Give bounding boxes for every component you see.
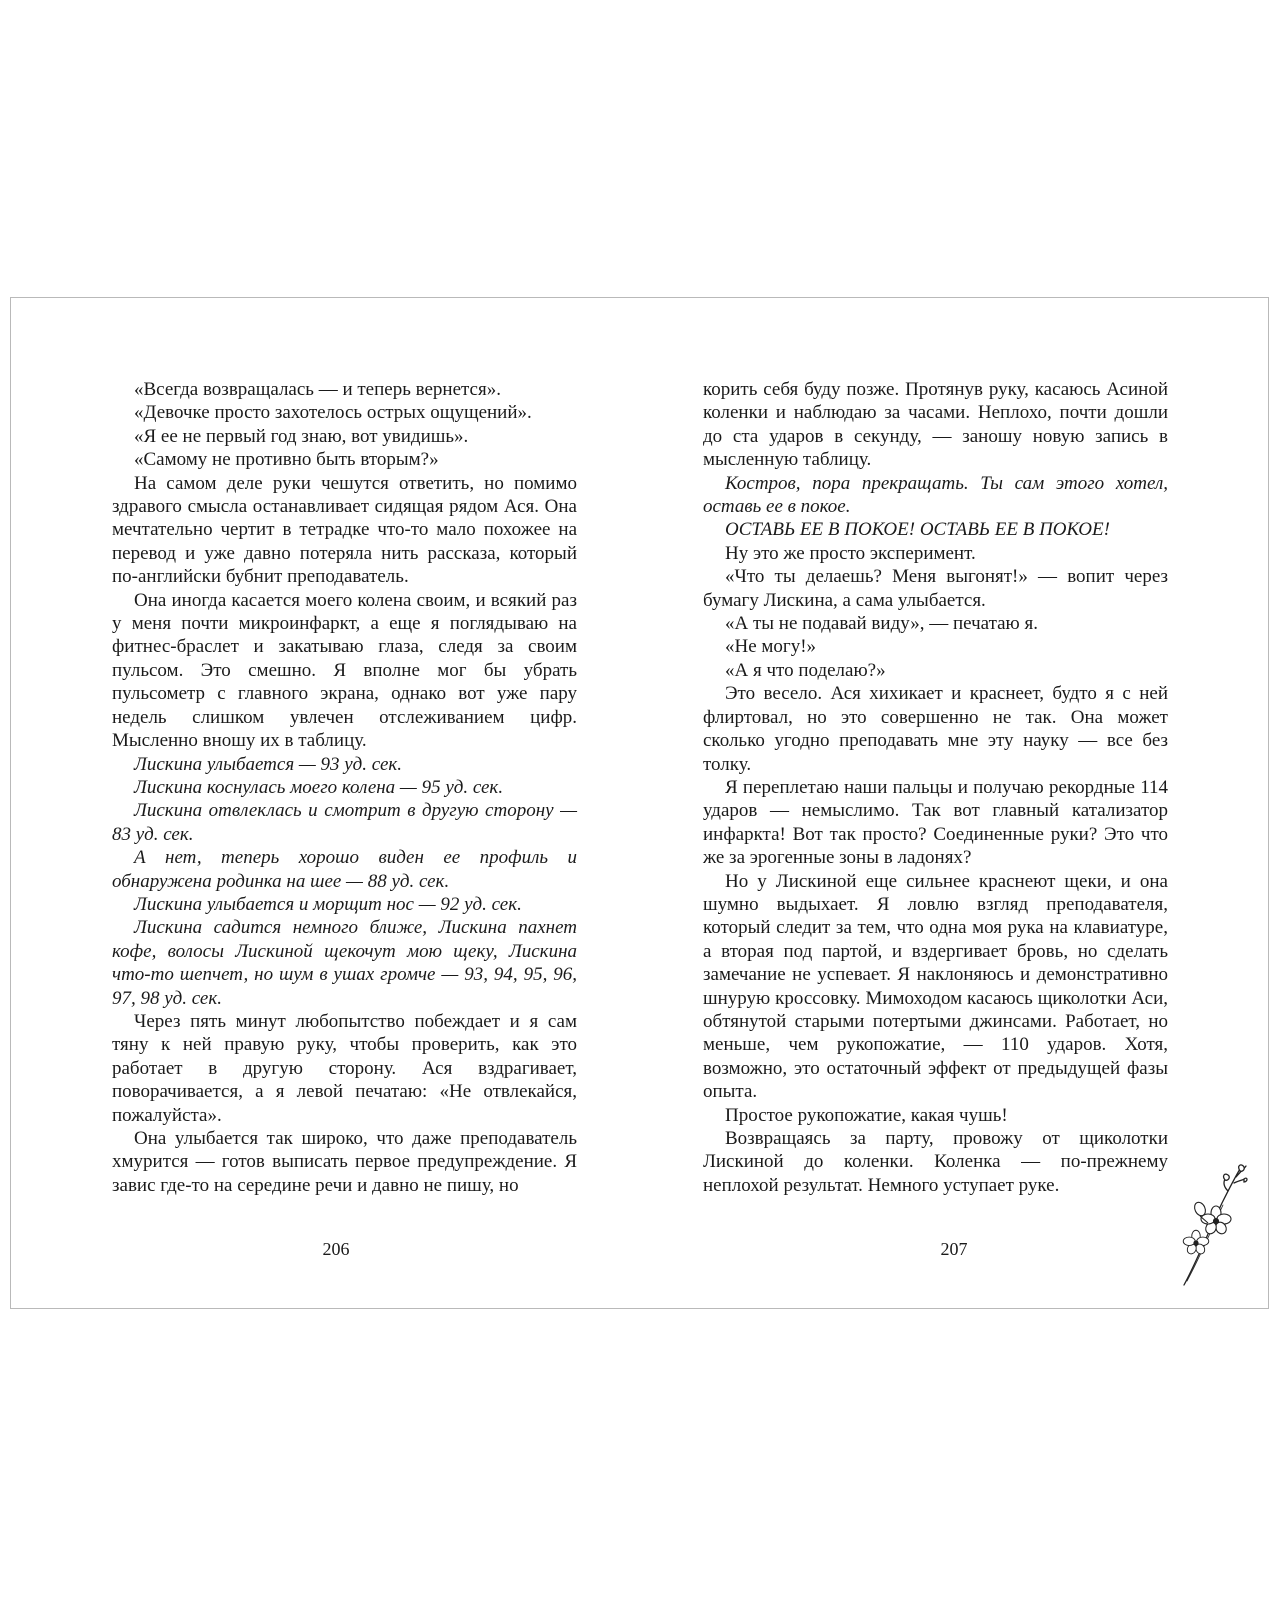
paragraph: «Я ее не первый год знаю, вот увидишь». [134,425,469,447]
paragraph: «Самому не противно быть вторым?» [134,449,439,471]
paragraph: «А я что поделаю?» [725,659,886,681]
paragraph: Она улыбается так широко, что даже преподаватель хмурится — готов выписать первое предупреждение. Я завис где-то на середине речи и давно не пишу, но [112,1128,577,1196]
paragraph: Через пять минут любопытство побеждает и я сам тяну к ней правую руку, чтобы проверить, как это работает в другую сторону. Ася вздрагивает, поворачивается, а я левой печатаю: «Не отвлекайся, пожалуйста». [112,1010,577,1126]
italic-paragraph: Лискина садится немного ближе, Лискина пахнет кофе, волосы Лискиной щекочут мою щеку, Лискина что-то шепчет, но шум в ушах громче — 93, 94, 95, 96, 97, 98 уд. сек. [112,917,577,1009]
paragraph: Она иногда касается моего колена своим, и всякий раз у меня почти микроинфаркт, а еще я поглядываю на фитнес-браслет и закатываю глаза, следя за своим пульсом. Это смешно. Я вполне мог бы убрать пульсометр с главного экрана, однако вот уже пару недель слишком увлечен отслеживанием цифр. Мысленно вношу их в таблицу. [112,589,577,752]
paragraph: «Всегда возвращалась — и теперь вернется». [134,379,501,400]
page-number-right: 207 [940,1239,968,1259]
italic-paragraph: Лискина отвлеклась и смотрит в другую сторону — 83 уд. сек. [112,800,577,845]
paragraph: Я переплетаю наши пальцы и получаю рекордные 114 ударов — немыслимо. Так вот главный катализатор инфаркта! Вот так просто? Соединенные руки? Это что же за эрогенные зоны в ладонях? [703,776,1168,869]
paragraph: «Не могу!» [725,636,817,658]
paragraph: Это весело. Ася хихикает и краснеет, будто я с ней флиртовал, но это совершенно не так. Она может сколько угодно преподавать мне эту науку — все без толку. [703,683,1168,775]
italic-paragraph: Лискина улыбается — 93 уд. сек. [134,753,403,775]
paragraph: Возвращаясь за парту, провожу от щиколотки Лискиной до коленки. Коленка — по-прежнему неплохой результат. Немного уступает руке. [703,1128,1168,1196]
italic-paragraph: А нет, теперь хорошо виден ее профиль и обнаружена родинка на шее — 88 уд. сек. [112,847,577,892]
right-page-text [703,378,1168,1197]
italic-paragraph: Лискина улыбается и морщит нос — 92 уд. сек. [134,893,522,915]
left-page-text [112,378,577,1197]
cherry-blossom-sprig-icon [1178,1163,1248,1288]
paragraph: Простое рукопожатие, какая чушь! [725,1104,1008,1126]
page-number-left: 206 [322,1239,350,1259]
paragraph-continuation: корить себя буду позже. Протянув руку, касаюсь Асиной коленки и наблюдаю за часами. Неплохо, почти дошли до ста ударов в секунду, — заношу новую запись в мысленную таблицу. [703,379,1168,471]
italic-paragraph: Костров, пора прекращать. Ты сам этого хотел, оставь ее в покое. [703,472,1168,518]
italic-paragraph: Лискина коснулась моего колена — 95 уд. сек. [134,776,504,798]
paragraph: Но у Лискиной еще сильнее краснеют щеки, и она шумно выдыхает. Я ловлю взгляд преподавателя, который следит за тем, что одна моя рука на клавиатуре, а вторая под партой, и вздергивает бровь, но сделать замечание не успевает. Я наклоняюсь и демонстративно шнурую кроссовку. Мимоходом касаюсь щиколотки Аси, обтянутой старыми потертыми джинсами. Работает, но меньше, чем рукопожатие, — 110 ударов. Хотя, возможно, это остаточный эффект от предыдущей фазы опыта. [703,870,1168,1103]
paragraph: «Что ты делаешь? Меня выгонят!» — вопит через бумагу Лискина, а сама улыбается. [703,566,1168,611]
paragraph: На самом деле руки чешутся ответить, но помимо здравого смысла останавливает сидящая рядом Ася. Она мечтательно чертит в тетрадке что-то мало похожее на перевод и уже давно потеряла нить рассказа, который по-английски бубнит преподаватель. [112,472,577,588]
paragraph: «Девочке просто захотелось острых ощущений». [134,402,532,424]
book-spread [10,297,1269,1309]
paragraph: «А ты не подавай виду», — печатаю я. [725,613,1038,635]
paragraph: Ну это же просто эксперимент. [725,542,976,564]
italic-paragraph: ОСТАВЬ ЕЕ В ПОКОЕ! ОСТАВЬ ЕЕ В ПОКОЕ! [725,519,1110,541]
